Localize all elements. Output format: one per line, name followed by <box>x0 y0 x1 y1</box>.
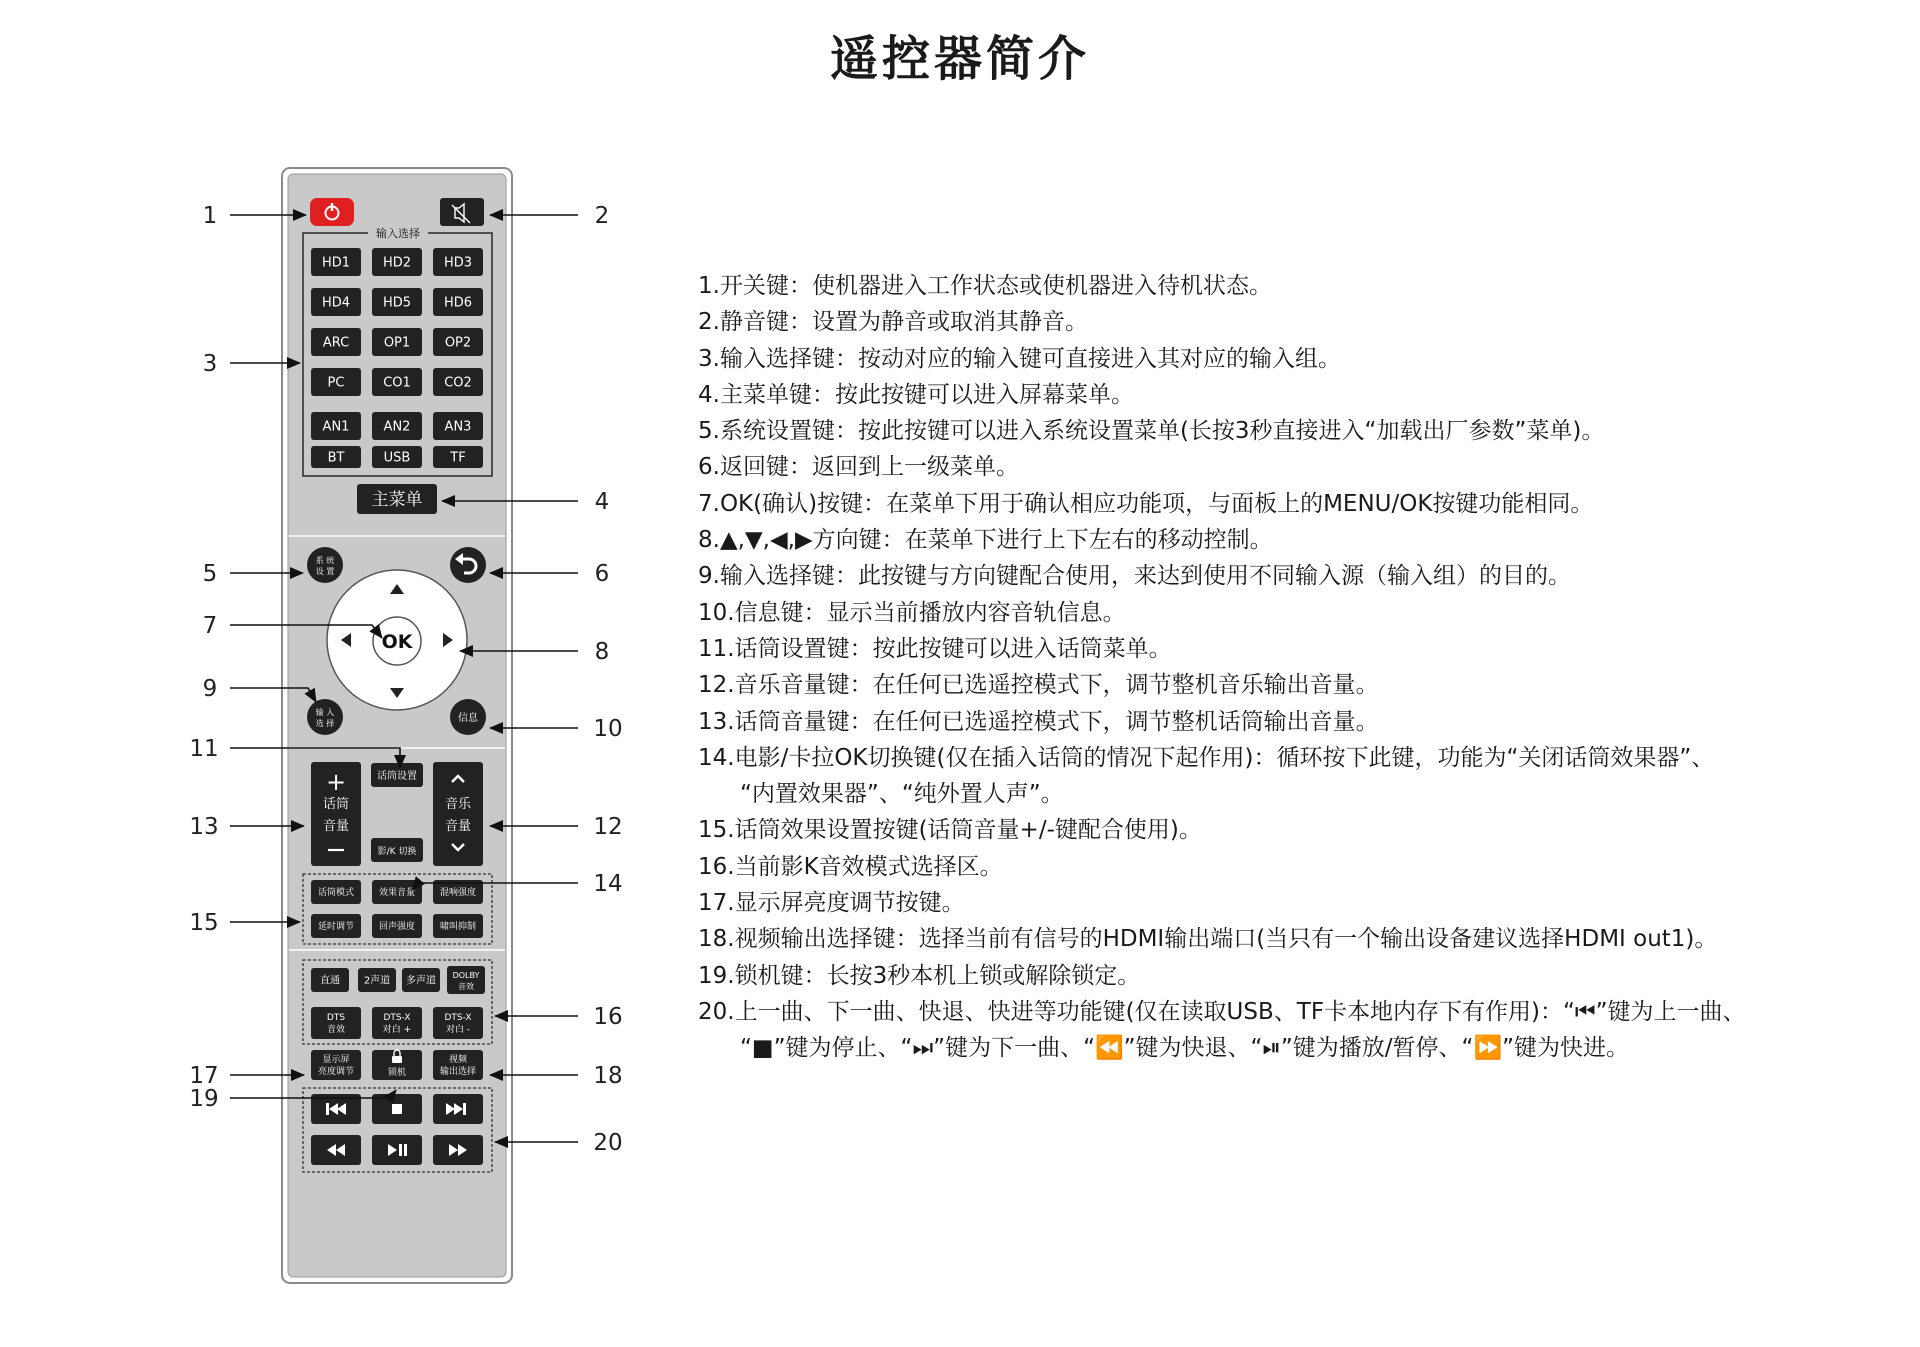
input-button-an1[interactable] <box>311 412 361 440</box>
svg-text:锁机: 锁机 <box>387 1068 407 1078</box>
input-button-tf[interactable] <box>433 446 483 468</box>
description-item: 17.显示屏亮度调节按键。 <box>698 890 965 917</box>
callout-7: 7 <box>202 613 218 639</box>
svg-text:视频: 视频 <box>448 1055 468 1065</box>
svg-text:OP2: OP2 <box>444 335 472 351</box>
svg-text:DOLBY: DOLBY <box>452 971 480 980</box>
dts-x-dialog-plus-button[interactable] <box>372 1007 422 1039</box>
svg-text:话筒: 话筒 <box>322 797 350 812</box>
svg-text:系 统: 系 统 <box>315 556 335 565</box>
description-item: 7.OK(确认)按键：在菜单下用于确认相应功能项，与面板上的MENU/OK按键功能相同。 <box>698 490 1594 517</box>
input-button-hd5[interactable] <box>372 288 422 316</box>
description-list <box>698 268 1908 1067</box>
svg-text:延时调节: 延时调节 <box>317 922 355 933</box>
description-item: 14.电影/卡拉OK切换键(仅在插入话筒的情况下起作用)：循环按下此键，功能为“关闭话筒效果器”、 <box>698 744 1715 771</box>
callout-20: 20 <box>593 1130 623 1156</box>
description-item: 1.开关键：使机器进入工作状态或使机器进入待机状态。 <box>698 273 1272 299</box>
dolby-button[interactable] <box>447 966 485 994</box>
callout-6: 6 <box>594 561 610 587</box>
svg-text:音量: 音量 <box>444 819 472 834</box>
svg-text:DTS: DTS <box>326 1013 346 1023</box>
dts-x-dialog-minus-button[interactable] <box>433 1007 483 1039</box>
input-button-op2[interactable] <box>433 328 483 356</box>
description-item: 5.系统设置键：按此按键可以进入系统设置菜单(长按3秒直接进入“加载出厂参数”菜单)。 <box>698 418 1605 445</box>
description-item: 8.▲,▼,◀,▶方向键：在菜单下进行上下左右的移动控制。 <box>698 527 1273 554</box>
callout-14: 14 <box>593 871 623 897</box>
mute-button[interactable] <box>440 198 484 226</box>
callout-1: 1 <box>202 203 218 229</box>
svg-text:音效: 音效 <box>458 982 474 991</box>
svg-text:效果音量: 效果音量 <box>378 888 416 899</box>
svg-text:选 择: 选 择 <box>315 719 335 728</box>
svg-text:话筒设置: 话筒设置 <box>377 771 417 782</box>
music-volume-rocker[interactable] <box>433 762 483 866</box>
description-item-continued: “■”键为停止、“⏭”键为下一曲、“⏪”键为快退、“⏯”键为播放/暂停、“⏩”键为快进。 <box>740 1035 1630 1062</box>
svg-text:输出选择: 输出选择 <box>439 1067 477 1077</box>
system-setup-button[interactable] <box>307 547 343 583</box>
description-item: 12.音乐音量键：在任何已选遥控模式下，调节整机音乐输出音量。 <box>698 672 1379 699</box>
input-group-label: 输入选择 <box>376 227 420 240</box>
description-item: 9.输入选择键：此按键与方向键配合使用，来达到使用不同输入源（输入组）的目的。 <box>698 563 1571 590</box>
svg-text:USB: USB <box>383 450 411 466</box>
callout-12: 12 <box>593 814 623 840</box>
svg-text:回声强度: 回声强度 <box>378 922 416 933</box>
svg-text:DTS-X: DTS-X <box>444 1013 472 1023</box>
description-item: 2.静音键：设置为静音或取消其静音。 <box>698 309 1088 336</box>
svg-text:CO1: CO1 <box>383 375 411 391</box>
svg-text:多声道: 多声道 <box>406 975 436 987</box>
input-button-hd6[interactable] <box>433 288 483 316</box>
sound-mode-button[interactable] <box>311 968 349 992</box>
svg-text:HD1: HD1 <box>321 255 351 271</box>
description-item: 3.输入选择键：按动对应的输入键可直接进入其对应的输入组。 <box>698 345 1341 372</box>
movie-karaoke-toggle-button[interactable] <box>371 838 423 862</box>
sound-mode-buttons <box>311 968 440 992</box>
callout-17: 17 <box>189 1063 219 1089</box>
svg-text:HD3: HD3 <box>443 255 473 271</box>
input-button-an3[interactable] <box>433 412 483 440</box>
svg-text:CO2: CO2 <box>444 375 472 391</box>
input-select-button[interactable] <box>307 699 343 735</box>
input-button-co2[interactable] <box>433 368 483 396</box>
power-button[interactable] <box>310 198 354 226</box>
callout-8: 8 <box>594 639 610 665</box>
svg-text:PC: PC <box>327 375 345 391</box>
mic-setup-button[interactable] <box>371 763 423 787</box>
svg-text:对白 +: 对白 + <box>382 1025 412 1035</box>
play-pause-button[interactable] <box>372 1135 422 1165</box>
svg-text:OK: OK <box>381 631 413 653</box>
svg-text:HD2: HD2 <box>382 255 412 271</box>
callout-13: 13 <box>189 814 219 840</box>
mic-effect-button[interactable] <box>372 880 422 904</box>
callout-10: 10 <box>593 716 623 742</box>
svg-text:对白 -: 对白 - <box>445 1025 471 1035</box>
svg-text:信息: 信息 <box>458 713 478 724</box>
callout-9: 9 <box>202 676 218 702</box>
svg-text:啸叫抑制: 啸叫抑制 <box>439 922 477 933</box>
callout-16: 16 <box>593 1004 623 1030</box>
description-item: 15.话筒效果设置按键(话筒音量+/-键配合使用)。 <box>698 817 1202 844</box>
svg-text:TF: TF <box>450 450 466 466</box>
svg-text:HD5: HD5 <box>382 295 412 311</box>
lock-icon <box>392 1056 402 1063</box>
svg-text:AN2: AN2 <box>383 419 411 435</box>
description-item: 13.话筒音量键：在任何已选遥控模式下，调节整机话筒输出音量。 <box>698 708 1379 735</box>
input-button-an2[interactable] <box>372 412 422 440</box>
description-item-continued: “内置效果器”、“纯外置人声”。 <box>740 781 1064 808</box>
fast-forward-button[interactable] <box>433 1135 483 1165</box>
svg-text:AN1: AN1 <box>322 419 350 435</box>
description-item: 18.视频输出选择键：选择当前有信号的HDMI输出端口(当只有一个输出设备建议选择HDMI out1)。 <box>698 926 1718 953</box>
svg-text:DTS-X: DTS-X <box>383 1013 411 1023</box>
callout-3: 3 <box>202 351 218 377</box>
input-button-arc[interactable] <box>311 328 361 356</box>
callout-15: 15 <box>189 910 219 936</box>
svg-text:ARC: ARC <box>322 335 350 351</box>
svg-text:OP1: OP1 <box>383 335 411 351</box>
mic-effect-button[interactable] <box>372 914 422 938</box>
input-button-op1[interactable] <box>372 328 422 356</box>
video-output-select-button[interactable] <box>433 1050 483 1080</box>
next-track-button[interactable] <box>433 1094 483 1124</box>
display-brightness-button[interactable] <box>311 1050 361 1080</box>
rewind-button[interactable] <box>311 1135 361 1165</box>
svg-text:话筒模式: 话筒模式 <box>317 888 355 899</box>
svg-text:音效: 音效 <box>326 1025 346 1035</box>
input-button-pc[interactable] <box>311 368 361 396</box>
stop-icon <box>392 1104 402 1114</box>
ok-button[interactable] <box>373 617 421 665</box>
input-button-hd4[interactable] <box>311 288 361 316</box>
callout-11: 11 <box>189 736 219 762</box>
callout-18: 18 <box>593 1063 623 1089</box>
svg-text:亮度调节: 亮度调节 <box>317 1067 355 1077</box>
callout-5: 5 <box>202 561 218 587</box>
page-title: 遥控器简介 <box>829 31 1090 87</box>
input-button-co1[interactable] <box>372 368 422 396</box>
input-button-hd2[interactable] <box>372 248 422 276</box>
description-item: 16.当前影K音效模式选择区。 <box>698 853 1003 880</box>
svg-text:输 入: 输 入 <box>315 708 335 717</box>
description-item: 11.话筒设置键：按此按键可以进入话筒菜单。 <box>698 635 1172 662</box>
svg-text:BT: BT <box>327 450 345 466</box>
callout-2: 2 <box>594 203 610 229</box>
back-button[interactable] <box>450 547 486 583</box>
navigation-pad <box>327 570 467 710</box>
svg-text:直通: 直通 <box>320 975 340 987</box>
mic-effect-button[interactable] <box>311 880 361 904</box>
description-item: 10.信息键：显示当前播放内容音轨信息。 <box>698 599 1126 626</box>
mic-volume-rocker[interactable] <box>311 762 361 866</box>
svg-text:HD4: HD4 <box>321 295 351 311</box>
input-button-usb[interactable] <box>372 446 422 468</box>
svg-text:音量: 音量 <box>322 819 350 834</box>
main-menu-button[interactable] <box>357 484 437 514</box>
svg-text:AN3: AN3 <box>444 419 472 435</box>
svg-text:HD6: HD6 <box>443 295 473 311</box>
description-item: 19.锁机键：长按3秒本机上锁或解除锁定。 <box>698 962 1141 989</box>
svg-text:设 置: 设 置 <box>315 567 335 576</box>
svg-text:主菜单: 主菜单 <box>371 490 423 510</box>
dts-button[interactable] <box>311 1007 361 1039</box>
callout-4: 4 <box>594 489 610 515</box>
input-button-hd3[interactable] <box>433 248 483 276</box>
svg-text:影/K 切换: 影/K 切换 <box>377 847 417 857</box>
sound-mode-button[interactable] <box>358 968 396 992</box>
input-button-bt[interactable] <box>311 446 361 468</box>
svg-text:+: + <box>325 768 347 796</box>
svg-text:音乐: 音乐 <box>444 797 472 812</box>
callout-19: 19 <box>189 1086 219 1112</box>
description-item: 20.上一曲、下一曲、快退、快进等功能键(仅在读取USB、TF卡本地内存下有作用)：“⏮”键为上一曲、 <box>698 998 1746 1025</box>
sound-mode-button[interactable] <box>402 968 440 992</box>
mic-effect-button[interactable] <box>433 914 483 938</box>
svg-text:2声道: 2声道 <box>363 975 391 987</box>
svg-text:混响强度: 混响强度 <box>439 888 477 899</box>
description-item: 6.返回键：返回到上一级菜单。 <box>698 454 1019 481</box>
description-item: 4.主菜单键：按此按键可以进入屏幕菜单。 <box>698 381 1134 408</box>
info-button[interactable] <box>450 699 486 735</box>
lock-button[interactable] <box>372 1050 422 1080</box>
mic-effect-button[interactable] <box>311 914 361 938</box>
svg-text:显示屏: 显示屏 <box>322 1055 350 1065</box>
input-button-hd1[interactable] <box>311 248 361 276</box>
